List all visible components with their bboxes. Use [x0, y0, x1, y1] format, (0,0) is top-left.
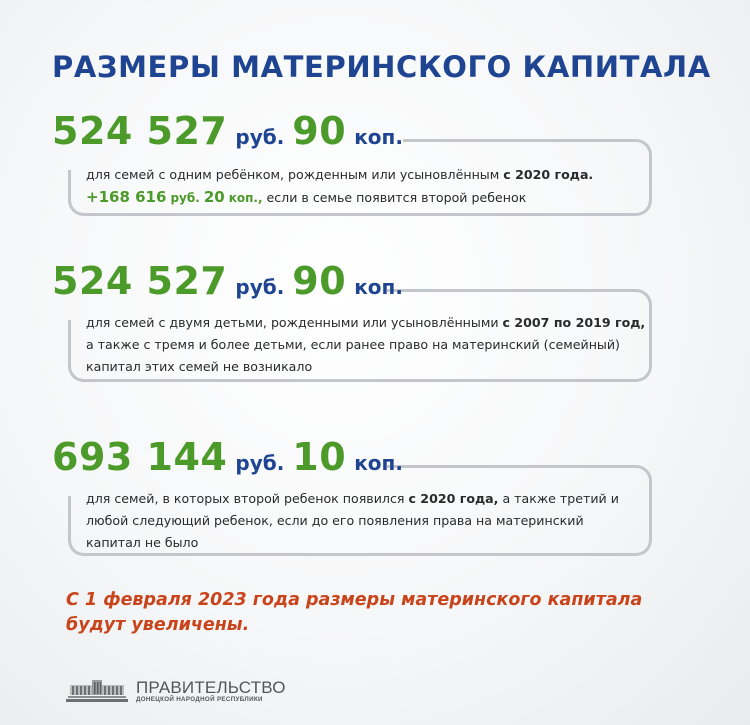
amount-rub: 693 144 — [52, 435, 228, 479]
desc-text: для семей с одним ребёнком, рожденным или усыновлённым — [86, 167, 504, 182]
bonus-rub-unit: руб. — [170, 191, 200, 205]
increase-note: С 1 февраля 2023 года размеры материнского капитала будут увеличены. — [66, 590, 643, 635]
capital-card-3 — [52, 435, 652, 556]
card-description — [86, 164, 642, 209]
card-description — [86, 488, 642, 554]
desc-bold: с 2020 года. — [503, 167, 594, 182]
desc-text-2: а также с тремя и более детьми, если ранее право на материнский (семейный) капитал этих семей не возникало — [86, 337, 620, 374]
desc-bold: с 2020 года, — [408, 491, 499, 506]
desc-text: для семей, в которых второй ребенок появился — [86, 491, 409, 506]
bonus-kop-unit: коп., — [228, 191, 263, 205]
logo-text — [136, 679, 286, 703]
amount-line — [52, 435, 652, 488]
desc-bold: с 2007 по 2019 год, — [502, 315, 646, 330]
bonus-line — [86, 186, 642, 209]
bonus-kop: 20 — [203, 188, 225, 206]
logo-main-text: ПРАВИТЕЛЬСТВО — [136, 677, 286, 697]
amount-kop: 90 — [292, 109, 347, 153]
capital-card-1 — [52, 109, 652, 216]
amount-line — [52, 259, 652, 312]
amount-kop: 10 — [292, 435, 347, 479]
government-building-icon — [66, 679, 128, 703]
capital-card-2 — [52, 259, 652, 382]
government-logo — [66, 676, 286, 706]
amount-rub: 524 527 — [52, 259, 228, 303]
amount-rub-unit: руб. — [235, 125, 285, 149]
amount-line — [52, 109, 652, 162]
amount-rub-unit: руб. — [235, 451, 285, 475]
amount-rub: 524 527 — [52, 109, 228, 153]
bonus-text: если в семье появится второй ребенок — [262, 190, 527, 205]
amount-kop-unit: коп. — [354, 275, 403, 299]
desc-text: для семей с двумя детьми, рожденными или усыновлёнными — [86, 315, 503, 330]
desc-text-2: а также третий и любой следующий ребенок, если до его появления права на материнский капитал не было — [86, 491, 619, 550]
amount-kop: 90 — [292, 259, 347, 303]
logo-sub-text: ДОНЕЦКОЙ НАРОДНОЙ РЕСПУБЛИКИ — [136, 695, 263, 703]
amount-rub-unit: руб. — [235, 275, 285, 299]
card-description — [86, 312, 652, 378]
amount-kop-unit: коп. — [354, 125, 403, 149]
amount-kop-unit: коп. — [354, 451, 403, 475]
page-title: РАЗМЕРЫ МАТЕРИНСКОГО КАПИТАЛА — [52, 50, 711, 84]
bonus-rub: +168 616 — [86, 188, 167, 206]
